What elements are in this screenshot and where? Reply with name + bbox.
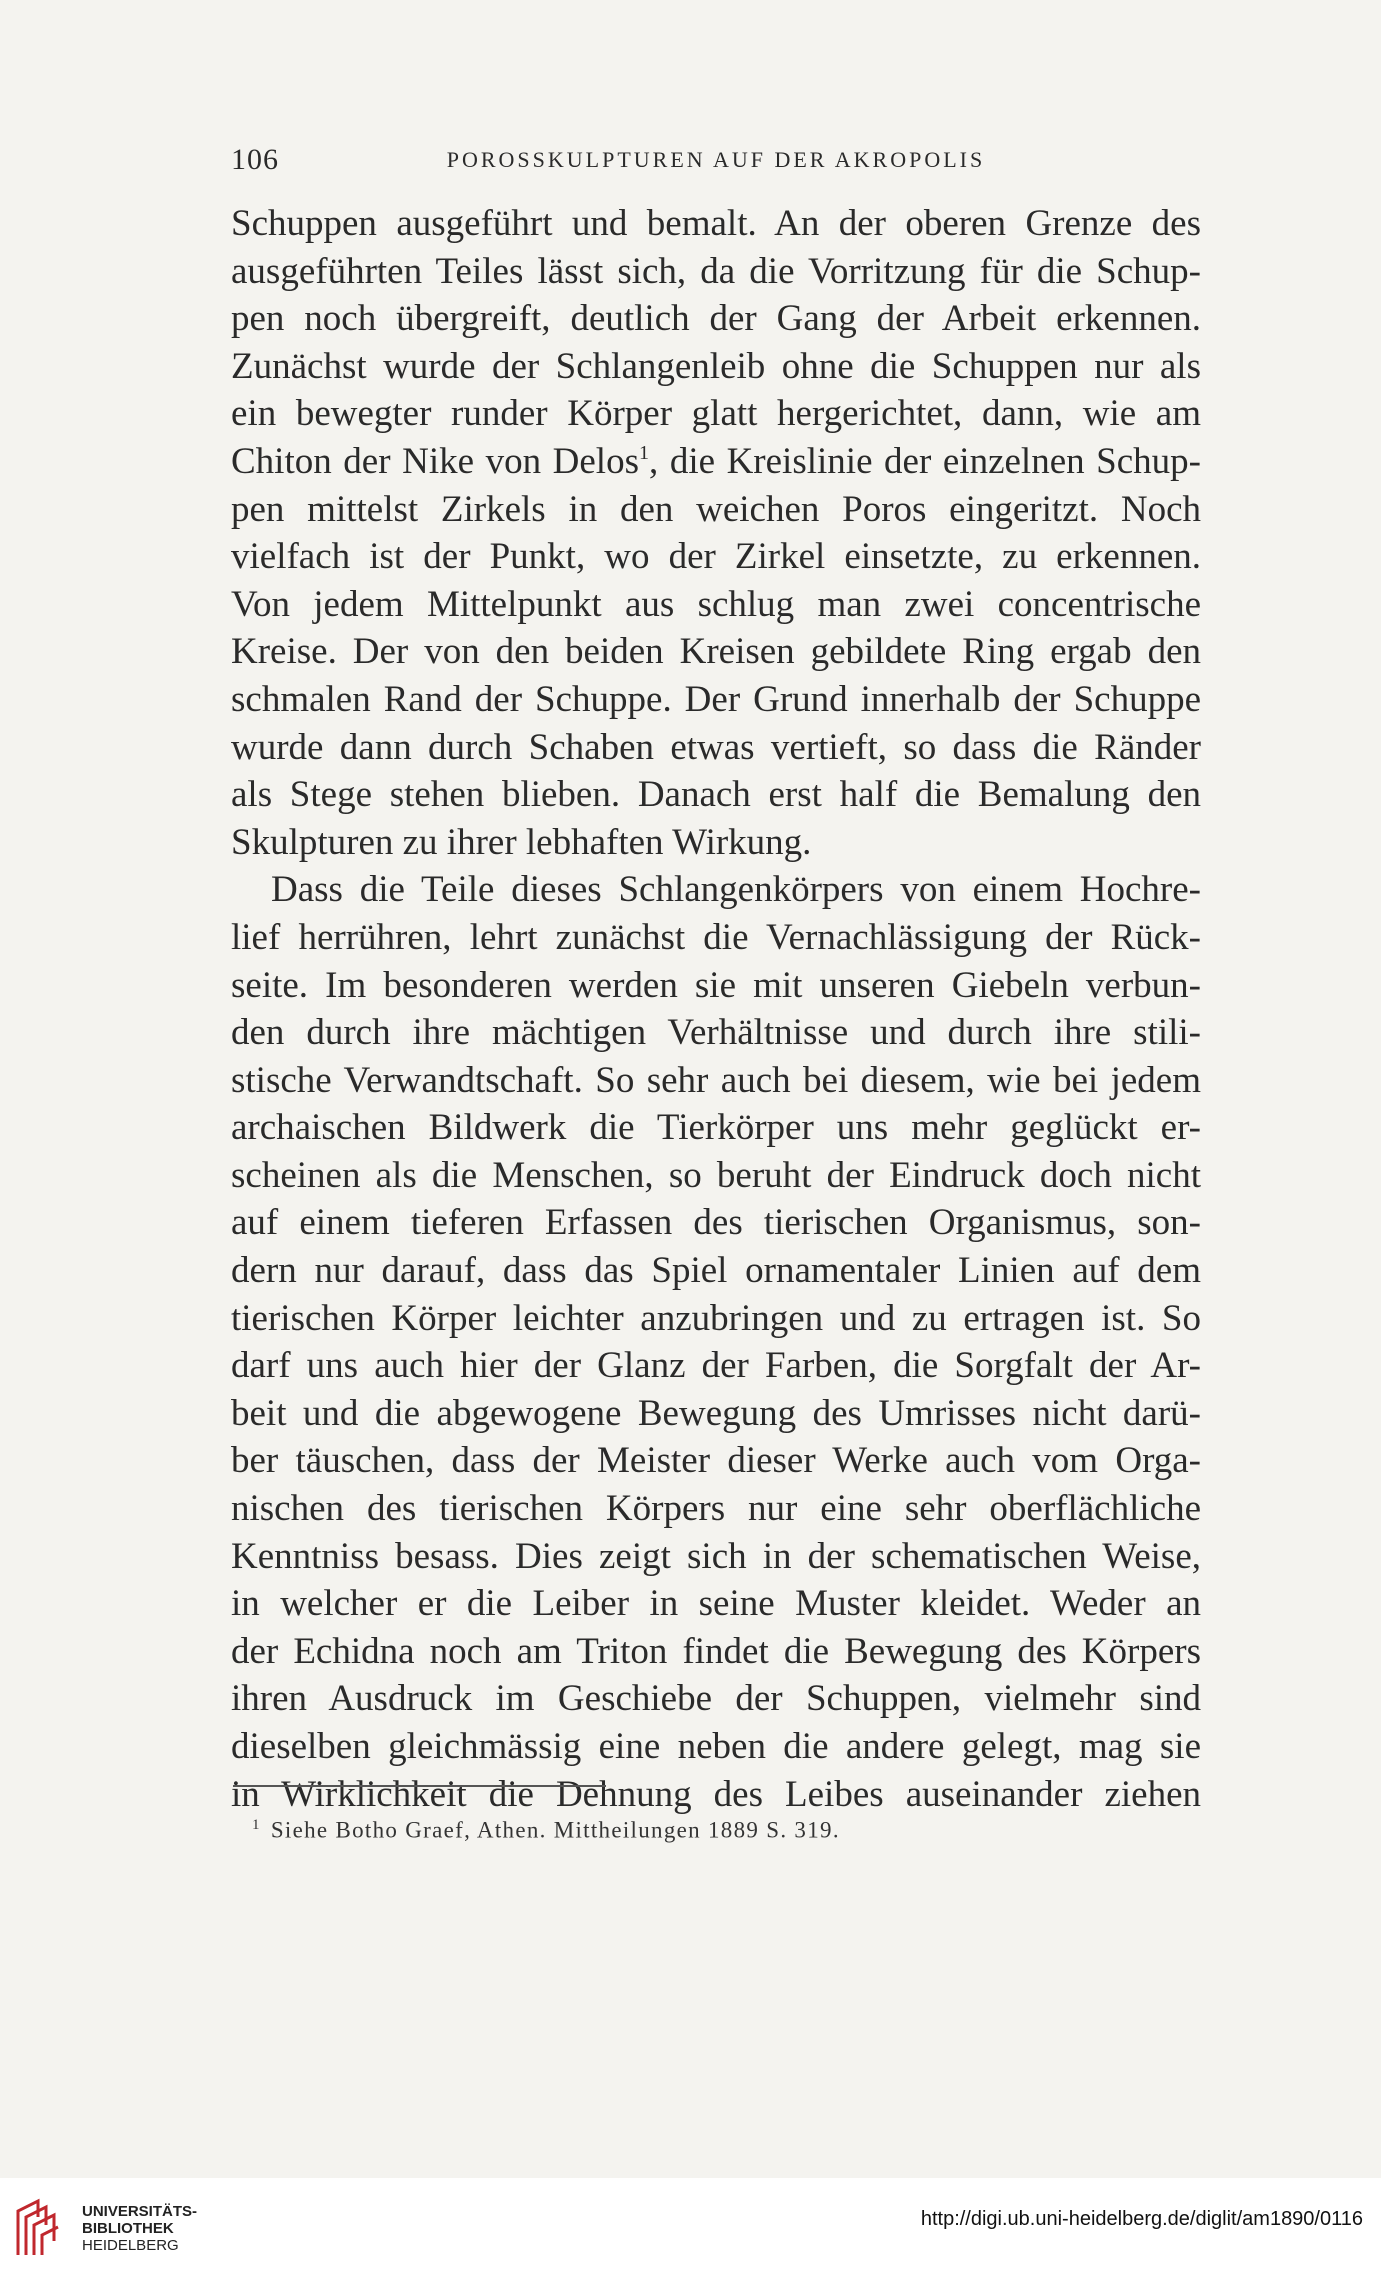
footnote [252, 1817, 840, 1844]
text-line: Dass die Teile dieses Schlangenkörpers von einem Hochre- [271, 869, 1201, 911]
library-name-line: HEIDELBERG [82, 2237, 179, 2254]
text-line: darf uns auch hier der Glanz der Farben, die Sorgfalt der Ar- [231, 1345, 1201, 1387]
text-line: der Echidna noch am Triton findet die Bewegung des Körpers [231, 1630, 1201, 1672]
text-line: archaischen Bildwerk die Tierkörper uns mehr geglückt er- [231, 1107, 1201, 1149]
text-line: schmalen Rand der Schuppe. Der Grund innerhalb der Schuppe [231, 678, 1201, 720]
text-line-with-footnote-ref [231, 438, 1201, 486]
text-line: in welcher er die Leiber in seine Muster kleidet. Weder an [231, 1583, 1201, 1625]
library-name-line: BIBLIOTHEK [82, 2220, 174, 2237]
text-line: nischen des tierischen Körpers nur eine sehr oberflächliche [231, 1488, 1201, 1530]
text-line: tierischen Körper leichter anzubringen und zu ertragen ist. So [231, 1297, 1201, 1339]
text-line: ihren Ausdruck im Geschiebe der Schuppen, vielmehr sind [231, 1678, 1201, 1720]
text-line: Kenntniss besass. Dies zeigt sich in der schematischen Weise, [231, 1535, 1201, 1577]
text-line: dern nur darauf, dass das Spiel ornamentaler Linien auf dem [231, 1250, 1201, 1292]
text-line: stische Verwandtschaft. So sehr auch bei diesem, wie bei jedem [231, 1059, 1201, 1101]
text-line: Schuppen ausgeführt und bemalt. An der oberen Grenze des [231, 203, 1201, 244]
text-line: ausgeführten Teiles lässt sich, da die Vorritzung für die Schup- [231, 250, 1201, 292]
text-line: ber täuschen, dass der Meister dieser Werke auch vom Orga- [231, 1440, 1201, 1482]
footnote-marker: 1 [252, 1817, 261, 1833]
footnote-divider [233, 1785, 606, 1787]
footnote-ref[interactable]: 1 [639, 441, 649, 464]
text-line: wurde dann durch Schaben etwas vertieft, so dass die Ränder [231, 726, 1201, 768]
text-line: vielfach ist der Punkt, wo der Zirkel einsetzte, zu erkennen. [231, 536, 1201, 578]
page-number: 106 [231, 143, 279, 176]
text-line: Zunächst wurde der Schlangenleib ohne die Schuppen nur als [231, 345, 1201, 387]
footnote-text: Siehe Botho Graef, Athen. Mittheilungen 1889 S. 319. [270, 1817, 840, 1843]
text-line: Von jedem Mittelpunkt aus schlug man zwei concentrische [231, 583, 1201, 625]
text-line: scheinen als die Menschen, so beruht der Eindruck doch nicht [231, 1154, 1201, 1196]
text-line: Skulpturen zu ihrer lebhaften Wirkung. [231, 821, 812, 863]
body-text [231, 200, 1201, 1818]
library-name-line: UNIVERSITÄTS- [82, 2203, 198, 2220]
text-line: den durch ihre mächtigen Verhältnisse und durch ihre stili- [231, 1012, 1201, 1054]
text-line: seite. Im besonderen werden sie mit unseren Giebeln verbun- [231, 964, 1201, 1006]
text-line: als Stege stehen blieben. Danach erst half die Bemalung den [231, 774, 1201, 816]
text-line: auf einem tieferen Erfassen des tierischen Organismus, son- [231, 1202, 1201, 1244]
text-line: pen mittelst Zirkels in den weichen Poros eingeritzt. Noch [231, 488, 1201, 530]
text-line: pen noch übergreift, deutlich der Gang der Arbeit erkennen. [231, 298, 1201, 340]
text-fragment: Chiton der Nike von Delos [231, 440, 639, 482]
text-line: lief herrühren, lehrt zunächst die Vernachlässigung der Rück- [231, 916, 1201, 958]
text-line: beit und die abgewogene Bewegung des Umrisses nicht darü- [231, 1392, 1201, 1434]
library-logo-icon [14, 2197, 62, 2259]
footer-bar [0, 2178, 1381, 2285]
text-line: in Wirklichkeit die Dehnung des Leibes auseinander ziehen [231, 1773, 1201, 1815]
permalink-link[interactable]: http://digi.ub.uni-heidelberg.de/diglit/am1890/0116 [920, 2208, 1363, 2230]
page-header [231, 143, 1201, 183]
text-line: ein bewegter runder Körper glatt hergerichtet, dann, wie am [231, 393, 1201, 435]
running-title: POROSSKULPTUREN AUF DER AKROPOLIS [446, 147, 986, 172]
text-line: Kreise. Der von den beiden Kreisen gebildete Ring ergab den [231, 631, 1201, 673]
library-name [82, 2203, 197, 2254]
text-fragment: , die Kreislinie der einzelnen Schup- [649, 440, 1202, 482]
text-line: dieselben gleichmässig eine neben die andere gelegt, mag sie [231, 1726, 1201, 1767]
